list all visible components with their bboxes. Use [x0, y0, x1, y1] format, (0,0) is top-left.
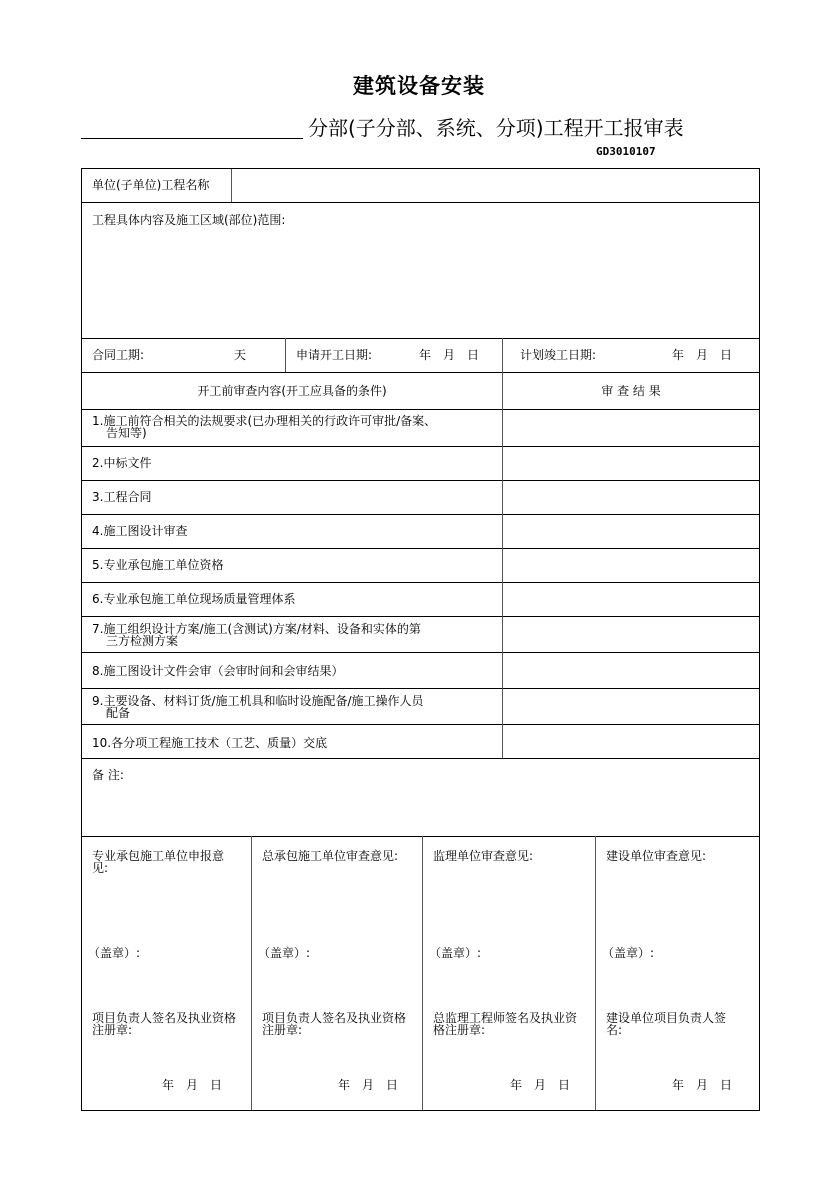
review-item-result[interactable]	[505, 618, 757, 650]
signature-opinion-label: 监理单位审查意见:	[433, 849, 534, 863]
review-content-header: 开工前审查内容(开工应具备的条件)	[197, 384, 387, 398]
review-item-result[interactable]	[505, 584, 757, 614]
signature-opinion-label: 总承包施工单位审查意见:	[262, 849, 399, 863]
row-divider	[82, 372, 759, 373]
row-divider	[82, 616, 759, 617]
signature-seal-label: （盖章）:	[88, 946, 141, 960]
contract-period-unit: 天	[234, 348, 247, 362]
scope-field[interactable]	[84, 231, 757, 336]
review-item-text: 9.主要设备、材料订货/施工机具和临时设施配备/施工操作人员	[92, 694, 424, 708]
row-divider	[82, 724, 759, 725]
row-divider	[82, 446, 759, 447]
row-divider	[82, 409, 759, 410]
col-divider	[422, 836, 423, 1110]
row-divider	[82, 514, 759, 515]
apply-start-date[interactable]: 年 月 日	[419, 348, 480, 362]
signature-sign-label: 项目负责人签名及执业资格注册章:	[262, 1011, 407, 1037]
row-divider	[82, 582, 759, 583]
review-item-result[interactable]	[505, 726, 757, 756]
project-name-label: 单位(子单位)工程名称	[92, 178, 210, 192]
review-item-result[interactable]	[505, 448, 757, 478]
signature-date[interactable]: 年 月 日	[510, 1078, 571, 1092]
apply-start-label: 申请开工日期:	[296, 348, 373, 362]
col-divider	[502, 338, 503, 758]
signature-opinion-label: 专业承包施工单位申报意见:	[92, 849, 225, 875]
review-item-result[interactable]	[505, 482, 757, 512]
review-item-text: 7.施工组织设计方案/施工(含测试)方案/材料、设备和实体的第	[92, 622, 421, 636]
form-subtitle: 分部(子分部、系统、分项)工程开工报审表	[308, 116, 684, 140]
review-item-text: 4.施工图设计审查	[92, 524, 188, 538]
title-blank-line	[81, 138, 303, 139]
review-item-text: 1.施工前符合相关的法规要求(已办理相关的行政许可审批/备案、	[92, 414, 437, 428]
review-item-result[interactable]	[505, 654, 757, 686]
planned-completion-date[interactable]: 年 月 日	[672, 348, 733, 362]
review-result-header: 审 查 结 果	[601, 384, 661, 398]
row-divider	[82, 836, 759, 837]
review-item-text: 3.工程合同	[92, 490, 152, 504]
col-divider	[285, 338, 286, 372]
review-item-result[interactable]	[505, 516, 757, 546]
signature-seal-label: （盖章）:	[429, 946, 482, 960]
signature-opinion-label: 建设单位审查意见:	[606, 849, 707, 863]
review-item-text: 10.各分项工程施工技术（工艺、质量）交底	[92, 736, 328, 750]
col-divider	[595, 836, 596, 1110]
planned-completion-label: 计划竣工日期:	[520, 348, 597, 362]
signature-sign-label: 总监理工程师签名及执业资格注册章:	[433, 1011, 578, 1037]
signature-date[interactable]: 年 月 日	[162, 1078, 223, 1092]
review-item-text-cont: 配备	[106, 706, 131, 720]
row-divider	[82, 338, 759, 339]
signature-sign-label: 建设单位项目负责人签名:	[606, 1011, 727, 1037]
review-item-text: 6.专业承包施工单位现场质量管理体系	[92, 592, 296, 606]
form-table	[81, 168, 760, 1111]
review-item-text: 5.专业承包施工单位资格	[92, 558, 224, 572]
scope-label: 工程具体内容及施工区域(部位)范围:	[92, 213, 286, 227]
signature-date[interactable]: 年 月 日	[338, 1078, 399, 1092]
signature-sign-label: 项目负责人签名及执业资格注册章:	[92, 1011, 237, 1037]
review-item-result[interactable]	[505, 411, 757, 444]
review-item-text-cont: 三方检测方案	[106, 634, 179, 648]
row-divider	[82, 480, 759, 481]
review-item-text: 2.中标文件	[92, 456, 152, 470]
signature-seal-label: （盖章）:	[258, 946, 311, 960]
contract-period-label: 合同工期:	[92, 348, 145, 362]
remarks-field[interactable]	[84, 787, 757, 834]
row-divider	[82, 652, 759, 653]
row-divider	[82, 202, 759, 203]
form-code: GD3010107	[596, 145, 656, 158]
row-divider	[82, 548, 759, 549]
form-title: 建筑设备安装	[353, 74, 485, 98]
review-item-result[interactable]	[505, 550, 757, 580]
signature-date[interactable]: 年 月 日	[672, 1078, 733, 1092]
row-divider	[82, 758, 759, 759]
review-item-text-cont: 告知等)	[106, 426, 147, 440]
signature-seal-label: （盖章）:	[602, 946, 655, 960]
review-item-text: 8.施工图设计文件会审（会审时间和会审结果）	[92, 664, 344, 678]
col-divider	[231, 169, 232, 202]
project-name-field[interactable]	[234, 171, 756, 201]
col-divider	[251, 836, 252, 1110]
row-divider	[82, 688, 759, 689]
review-item-result[interactable]	[505, 690, 757, 722]
remarks-label: 备 注:	[92, 768, 124, 782]
